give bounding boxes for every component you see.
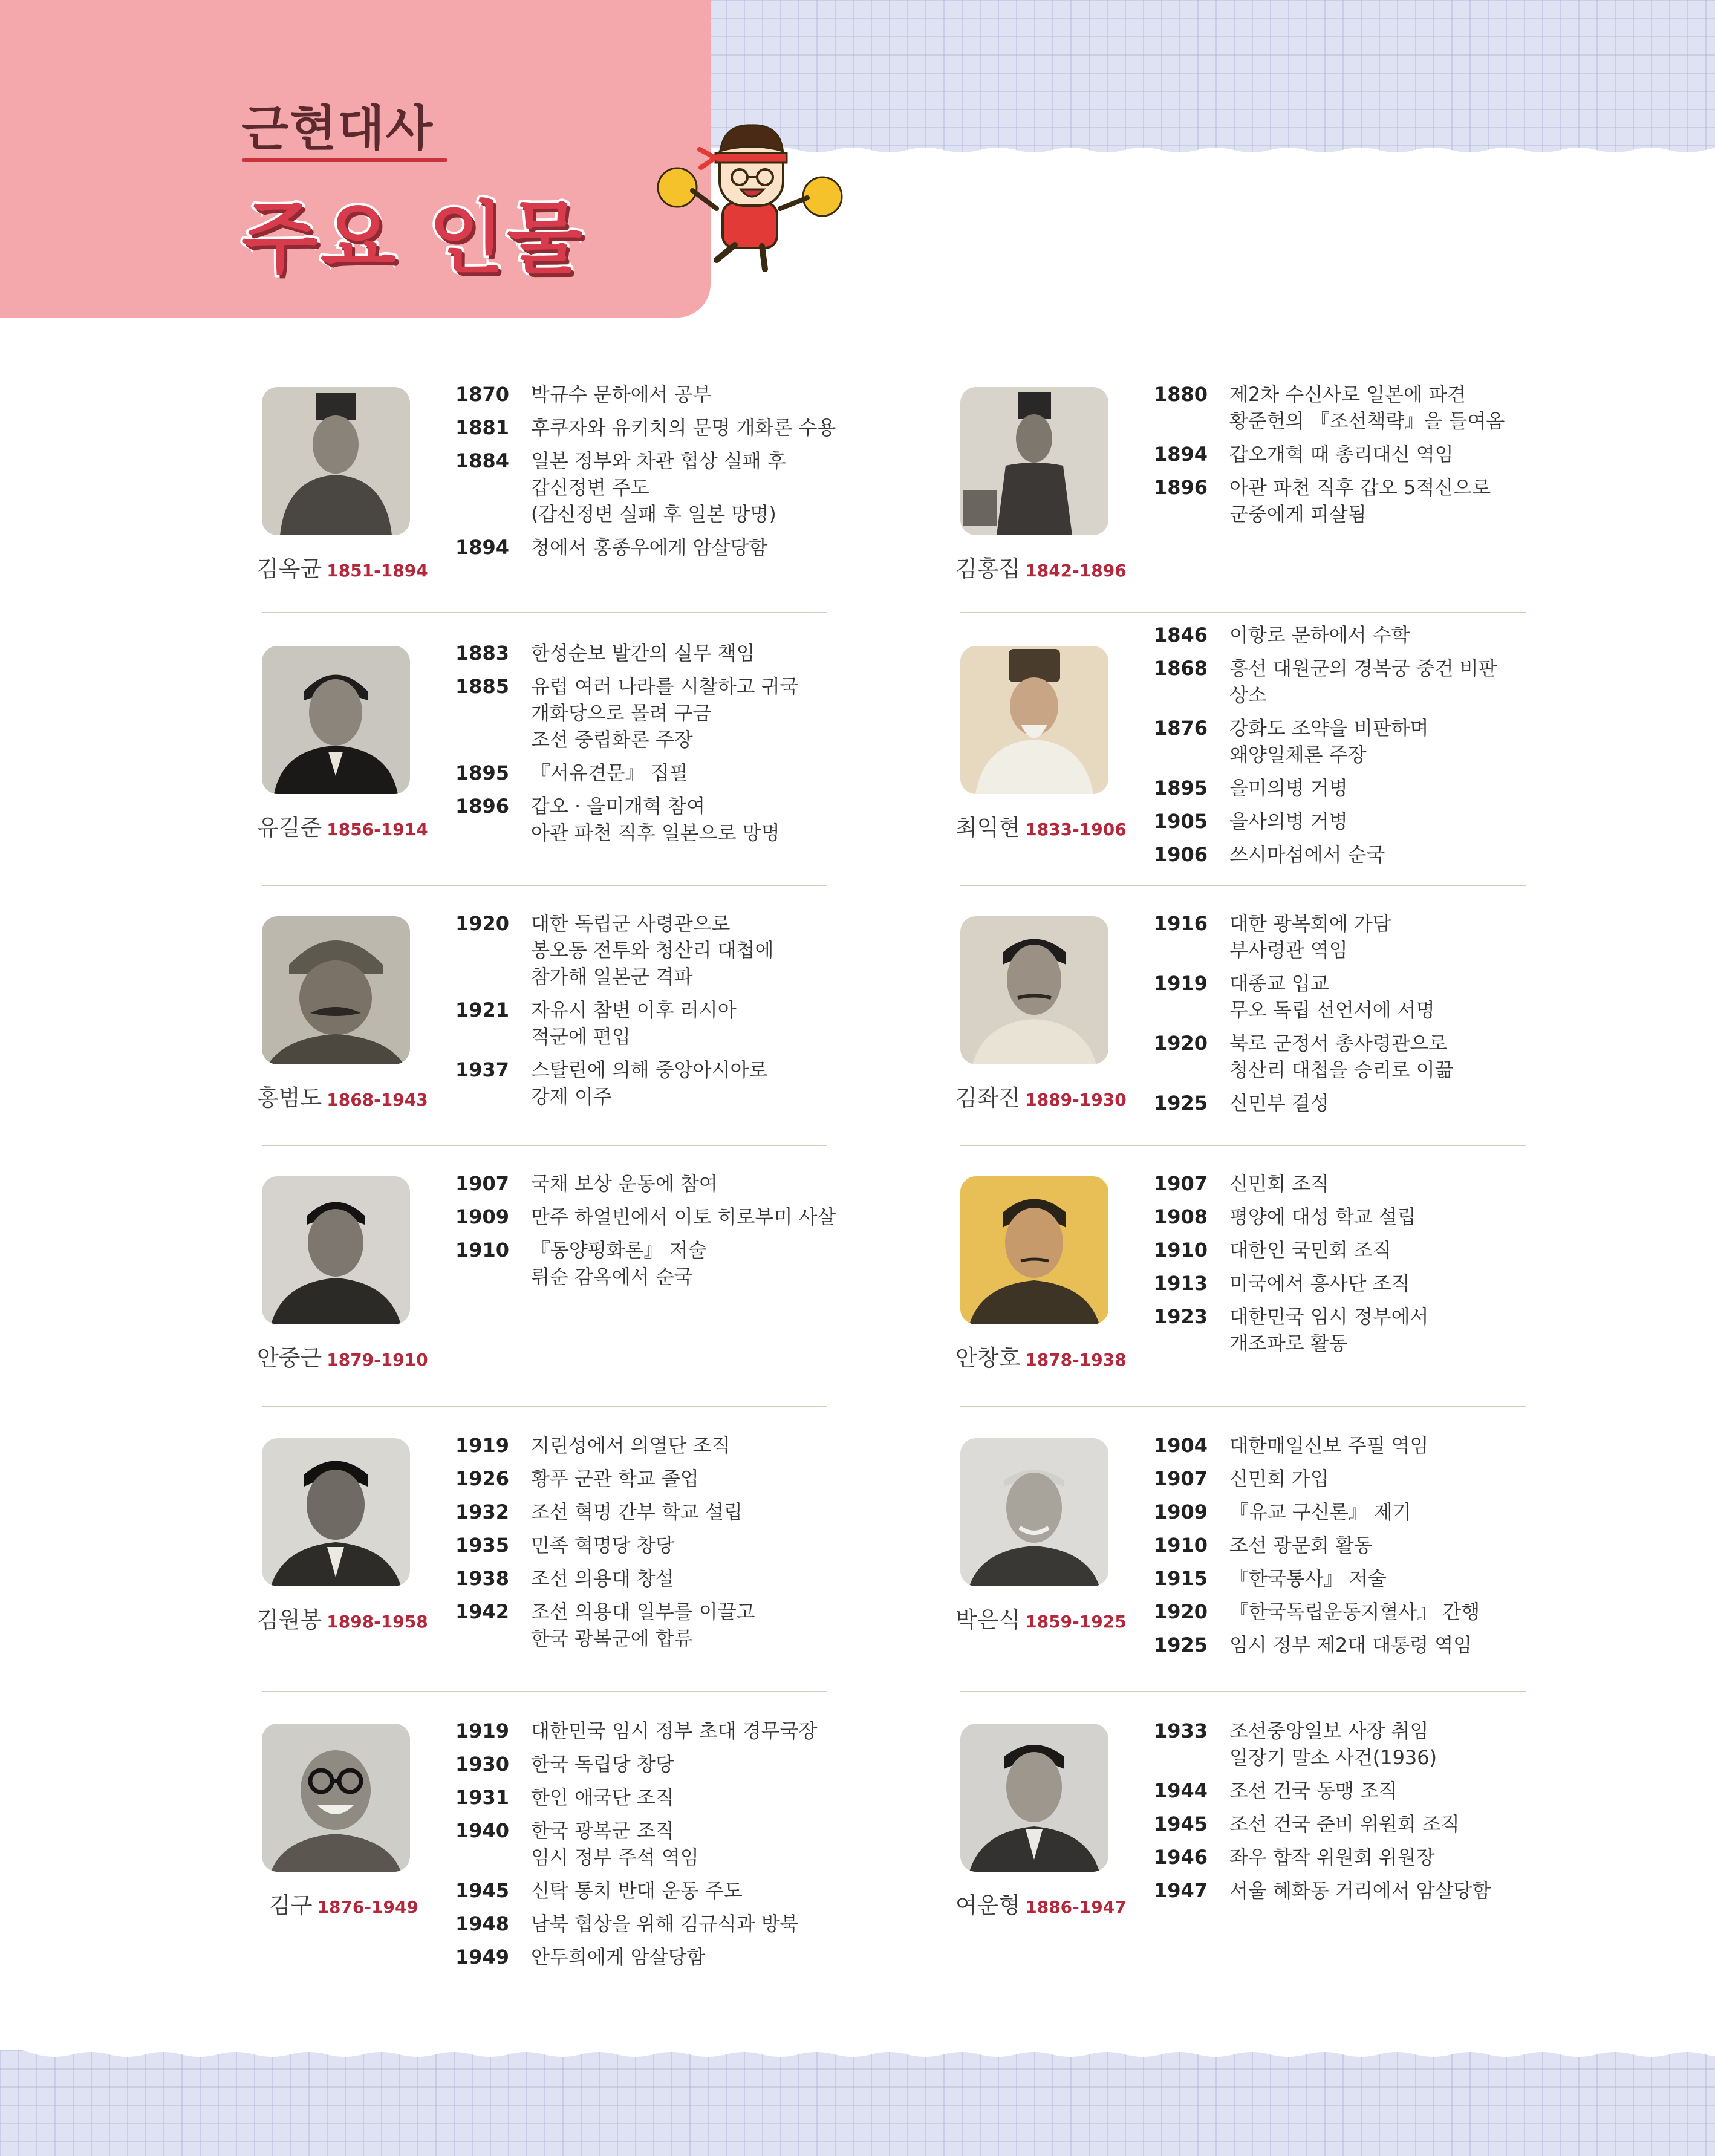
portrait-photo-icon <box>960 387 1108 535</box>
timeline-event <box>1154 808 1553 835</box>
event-text: 유럽 여러 나라를 시찰하고 귀국 개화당으로 몰려 구금 조선 중립화론 주장 <box>531 675 799 751</box>
person-years: 1833-1906 <box>1025 819 1127 839</box>
event-year: 1919 <box>1154 972 1208 995</box>
row-divider <box>262 612 827 613</box>
portrait-photo-icon <box>960 916 1108 1064</box>
timeline-event <box>1154 1499 1553 1525</box>
event-year: 1940 <box>455 1819 510 1842</box>
event-year: 1846 <box>1154 624 1208 646</box>
timeline-event <box>455 1465 854 1492</box>
event-text: 대한인 국민회 조직 <box>1229 1239 1391 1262</box>
event-text: 좌우 합작 위원회 위원장 <box>1229 1846 1435 1869</box>
event-year: 1945 <box>455 1879 510 1902</box>
portrait-photo-icon <box>262 387 410 535</box>
timeline <box>1154 622 1553 874</box>
event-text: 지린성에서 의열단 조직 <box>531 1434 731 1457</box>
event-year: 1931 <box>455 1786 510 1809</box>
event-text: 청에서 홍종우에게 암살당함 <box>531 536 768 559</box>
timeline-event <box>455 448 854 527</box>
portrait-photo-icon <box>262 1724 410 1872</box>
event-text: 만주 하얼빈에서 이토 히로부미 사살 <box>531 1205 836 1228</box>
timeline-event <box>1154 841 1553 868</box>
event-text: 조선 의용대 일부를 이끌고 한국 광복군에 합류 <box>531 1600 755 1650</box>
event-year: 1896 <box>455 795 510 818</box>
timeline-event <box>1154 1565 1553 1592</box>
event-text: 한국 광복군 조직 임시 정부 주석 역임 <box>531 1819 699 1869</box>
event-text: 민족 혁명당 창당 <box>531 1534 674 1557</box>
portrait-photo-icon <box>262 646 410 794</box>
person-years: 1886-1947 <box>1025 1897 1127 1917</box>
event-text: 북로 군정서 총사령관으로 청산리 대첩을 승리로 이끎 <box>1229 1032 1454 1081</box>
event-year: 1913 <box>1154 1272 1208 1295</box>
person-name: 김홍집 1842-1896 <box>955 556 1127 582</box>
person-name: 김구 1876-1949 <box>269 1892 418 1918</box>
timeline <box>1154 381 1553 534</box>
row-divider <box>262 1145 827 1146</box>
event-text: 안두희에게 암살당함 <box>531 1946 706 1969</box>
timeline-event <box>455 760 854 786</box>
timeline-event <box>1154 441 1553 467</box>
event-text: 평양에 대성 학교 설립 <box>1229 1205 1416 1228</box>
event-year: 1896 <box>1154 476 1208 499</box>
event-year: 1944 <box>1154 1779 1208 1802</box>
event-year: 1895 <box>1154 777 1208 800</box>
person-name: 김좌진 1889-1930 <box>955 1085 1127 1111</box>
timeline-event <box>1154 622 1553 648</box>
event-year: 1880 <box>1154 383 1208 406</box>
event-text: 제2차 수신사로 일본에 파견 황준헌의 『조선책략』을 들여옴 <box>1229 383 1505 432</box>
person-years: 1842-1896 <box>1025 561 1127 581</box>
timeline-event <box>1154 381 1553 434</box>
event-year: 1948 <box>455 1912 510 1935</box>
timeline-event <box>455 1817 854 1871</box>
event-text: 『한국통사』 저술 <box>1229 1567 1387 1590</box>
event-year: 1920 <box>1154 1600 1208 1623</box>
timeline-event <box>1154 1811 1553 1837</box>
event-text: 신민회 조직 <box>1229 1172 1329 1195</box>
timeline <box>455 1718 854 1977</box>
event-text: 조선 건국 준비 위원회 조직 <box>1229 1812 1460 1835</box>
event-year: 1907 <box>1154 1172 1208 1195</box>
person-years: 1868-1943 <box>327 1090 428 1110</box>
person-years: 1878-1938 <box>1025 1350 1127 1370</box>
portrait-photo-icon <box>960 1176 1108 1324</box>
event-year: 1904 <box>1154 1434 1208 1457</box>
portrait-photo-icon <box>262 916 410 1064</box>
event-text: 흥선 대원군의 경복궁 중건 비판 상소 <box>1229 657 1497 706</box>
wavy-bottom-edge <box>0 2041 1715 2059</box>
event-year: 1942 <box>455 1600 510 1623</box>
event-text: 『한국독립운동지혈사』 간행 <box>1229 1600 1480 1623</box>
event-text: 조선 광문회 활동 <box>1229 1534 1373 1557</box>
timeline-event <box>1154 910 1553 963</box>
event-year: 1933 <box>1154 1719 1208 1742</box>
event-year: 1905 <box>1154 810 1208 833</box>
timeline-event <box>455 997 854 1050</box>
event-year: 1883 <box>455 642 510 665</box>
event-year: 1884 <box>455 449 510 472</box>
event-text: 대한 독립군 사령관으로 봉오동 전투와 청산리 대첩에 참가해 일본군 격파 <box>531 912 774 988</box>
row-divider <box>960 1145 1526 1146</box>
timeline <box>1154 1718 1553 1910</box>
event-text: 한국 독립당 창당 <box>531 1753 674 1776</box>
event-year: 1919 <box>455 1434 510 1457</box>
person-name: 안창호 1878-1938 <box>955 1345 1127 1371</box>
event-text: 일본 정부와 차관 협상 실패 후 갑신정변 주도 (갑신정변 실패 후 일본 망명) <box>531 449 786 526</box>
event-text: 대한매일신보 주필 역임 <box>1229 1434 1429 1457</box>
event-year: 1885 <box>455 675 510 698</box>
subtitle-underline <box>242 158 447 162</box>
event-year: 1919 <box>455 1719 510 1742</box>
person-name: 박은식 1859-1925 <box>955 1607 1127 1633</box>
timeline <box>455 910 854 1116</box>
event-year: 1868 <box>1154 657 1208 680</box>
section-subtitle: 근현대사 <box>242 100 434 157</box>
row-divider <box>262 1691 827 1692</box>
timeline-event <box>1154 1432 1553 1459</box>
timeline-event <box>1154 1877 1553 1904</box>
timeline-event <box>455 1170 854 1197</box>
timeline-event <box>455 1565 854 1592</box>
event-year: 1923 <box>1154 1305 1208 1328</box>
person-name: 안중근 1879-1910 <box>257 1345 428 1371</box>
event-text: 『유교 구신론』 제기 <box>1229 1500 1411 1523</box>
timeline-event <box>455 1237 854 1290</box>
person-years: 1851-1894 <box>327 561 428 581</box>
row-divider <box>960 1691 1526 1692</box>
timeline-event <box>455 534 854 561</box>
event-text: 대종교 입교 무오 독립 선언서에 서명 <box>1229 972 1435 1021</box>
person-name: 최익현 1833-1906 <box>955 815 1127 841</box>
event-text: 신민부 결성 <box>1229 1092 1329 1115</box>
timeline-event <box>1154 1465 1553 1492</box>
event-text: 갑오 · 을미개혁 참여 아관 파천 직후 일본으로 망명 <box>531 795 780 844</box>
timeline-event <box>455 1751 854 1777</box>
timeline-event <box>1154 775 1553 801</box>
event-text: 을미의병 거병 <box>1229 777 1348 800</box>
event-text: 남북 협상을 위해 김규식과 방북 <box>531 1912 799 1935</box>
event-text: 서울 혜화동 거리에서 암살당함 <box>1229 1879 1491 1902</box>
page-title: 주요 인물 <box>242 192 585 284</box>
timeline <box>455 640 854 853</box>
portrait-photo-icon <box>262 1438 410 1586</box>
person-name: 홍범도 1868-1943 <box>257 1085 428 1111</box>
event-text: 자유시 참변 이후 러시아 적군에 편입 <box>531 998 737 1048</box>
timeline-event <box>455 673 854 753</box>
event-year: 1909 <box>455 1205 510 1228</box>
person-name: 유길준 1856-1914 <box>257 815 428 841</box>
event-year: 1870 <box>455 383 510 406</box>
person-name: 김원봉 1898-1958 <box>257 1607 428 1633</box>
event-text: 황푸 군관 학교 졸업 <box>531 1467 699 1490</box>
event-year: 1935 <box>455 1534 510 1557</box>
event-text: 을사의병 거병 <box>1229 810 1348 833</box>
cheering-mascot-icon <box>650 118 850 278</box>
event-year: 1894 <box>455 536 510 559</box>
timeline-event <box>455 1203 854 1230</box>
timeline-event <box>455 1598 854 1652</box>
timeline-event <box>1154 1777 1553 1804</box>
event-text: 이항로 문하에서 수학 <box>1229 624 1410 646</box>
timeline-event <box>1154 1844 1553 1871</box>
timeline-event <box>455 1877 854 1904</box>
event-year: 1909 <box>1154 1500 1208 1523</box>
event-text: 후쿠자와 유키치의 문명 개화론 수용 <box>531 416 836 439</box>
event-text: 임시 정부 제2대 대통령 역임 <box>1229 1633 1473 1656</box>
portrait-photo-icon <box>262 1176 410 1324</box>
person-years: 1859-1925 <box>1025 1612 1127 1632</box>
timeline-event <box>1154 1270 1553 1297</box>
timeline-event <box>455 1532 854 1558</box>
row-divider <box>960 1406 1526 1407</box>
person-years: 1898-1958 <box>327 1612 428 1632</box>
event-year: 1947 <box>1154 1879 1208 1902</box>
timeline <box>1154 910 1553 1123</box>
timeline-event <box>1154 655 1553 708</box>
event-year: 1910 <box>455 1239 510 1262</box>
timeline-event <box>455 1432 854 1459</box>
event-year: 1920 <box>455 912 510 935</box>
event-text: 『동양평화론』 저술 뤼순 감옥에서 순국 <box>531 1239 707 1288</box>
timeline-event <box>1154 1030 1553 1083</box>
timeline-event <box>1154 1303 1553 1356</box>
event-text: 미국에서 흥사단 조직 <box>1229 1272 1410 1295</box>
event-text: 조선 건국 동맹 조직 <box>1229 1779 1398 1802</box>
event-year: 1921 <box>455 998 510 1021</box>
timeline-event <box>455 1057 854 1110</box>
event-text: 조선 혁명 간부 학교 설립 <box>531 1500 743 1523</box>
event-year: 1946 <box>1154 1846 1208 1869</box>
timeline-event <box>1154 715 1553 768</box>
event-year: 1938 <box>455 1567 510 1590</box>
portrait-photo-icon <box>960 1724 1108 1872</box>
person-years: 1876-1949 <box>317 1897 418 1917</box>
event-year: 1920 <box>1154 1032 1208 1055</box>
event-year: 1895 <box>455 761 510 784</box>
event-year: 1949 <box>455 1946 510 1969</box>
event-year: 1907 <box>455 1172 510 1195</box>
timeline-event <box>455 640 854 666</box>
timeline-event <box>1154 970 1553 1023</box>
event-text: 갑오개혁 때 총리대신 역임 <box>1229 443 1454 466</box>
timeline <box>455 381 854 567</box>
portrait-photo-icon <box>960 646 1108 794</box>
event-text: 아관 파천 직후 갑오 5적신으로 군중에게 피살됨 <box>1229 476 1491 526</box>
timeline-event <box>1154 1598 1553 1625</box>
event-text: 한인 애국단 조직 <box>531 1786 674 1809</box>
event-text: 한성순보 발간의 실무 책임 <box>531 642 755 665</box>
timeline <box>455 1170 854 1297</box>
timeline-event <box>455 1944 854 1970</box>
person-years: 1879-1910 <box>327 1350 428 1370</box>
event-text: 강화도 조약을 비판하며 왜양일체론 주장 <box>1229 717 1429 766</box>
event-year: 1907 <box>1154 1467 1208 1490</box>
timeline <box>1154 1432 1553 1665</box>
event-text: 국채 보상 운동에 참여 <box>531 1172 718 1195</box>
timeline-event <box>455 910 854 990</box>
event-text: 조선 의용대 창설 <box>531 1567 674 1590</box>
event-year: 1908 <box>1154 1205 1208 1228</box>
timeline-event <box>455 793 854 846</box>
timeline <box>455 1432 854 1658</box>
event-year: 1926 <box>455 1467 510 1490</box>
event-text: 스탈린에 의해 중앙아시아로 강제 이주 <box>531 1058 768 1108</box>
row-divider <box>262 885 827 886</box>
timeline-event <box>1154 1090 1553 1116</box>
event-year: 1925 <box>1154 1633 1208 1656</box>
timeline-event <box>455 1784 854 1811</box>
event-year: 1937 <box>455 1058 510 1081</box>
timeline-event <box>1154 1203 1553 1230</box>
event-year: 1932 <box>455 1500 510 1523</box>
timeline-event <box>455 381 854 408</box>
portrait-photo-icon <box>960 1438 1108 1586</box>
person-name: 여운형 1886-1947 <box>955 1892 1127 1918</box>
event-year: 1906 <box>1154 843 1208 866</box>
timeline-event <box>455 1499 854 1525</box>
event-text: 박규수 문하에서 공부 <box>531 383 712 406</box>
timeline-event <box>1154 1237 1553 1263</box>
event-year: 1881 <box>455 416 510 439</box>
event-year: 1925 <box>1154 1092 1208 1115</box>
event-year: 1916 <box>1154 912 1208 935</box>
person-name: 김옥균 1851-1894 <box>257 556 428 582</box>
row-divider <box>960 885 1526 886</box>
timeline-event <box>455 1718 854 1744</box>
event-year: 1910 <box>1154 1239 1208 1262</box>
event-text: 『서유견문』 집필 <box>531 761 688 784</box>
timeline-event <box>1154 1632 1553 1658</box>
person-years: 1889-1930 <box>1025 1090 1127 1110</box>
event-year: 1915 <box>1154 1567 1208 1590</box>
timeline-event <box>455 414 854 441</box>
row-divider <box>262 1406 827 1407</box>
timeline-event <box>1154 1170 1553 1197</box>
timeline-event <box>1154 1718 1553 1771</box>
timeline-event <box>1154 1532 1553 1558</box>
event-text: 쓰시마섬에서 순국 <box>1229 843 1385 866</box>
event-text: 신탁 통치 반대 운동 주도 <box>531 1879 743 1902</box>
event-year: 1910 <box>1154 1534 1208 1557</box>
event-year: 1894 <box>1154 443 1208 466</box>
event-year: 1930 <box>455 1753 510 1776</box>
timeline-event <box>455 1910 854 1937</box>
event-text: 대한민국 임시 정부에서 개조파로 활동 <box>1229 1305 1429 1355</box>
event-text: 대한 광복회에 가담 부사령관 역임 <box>1229 912 1391 962</box>
timeline-event <box>1154 474 1553 527</box>
row-divider <box>960 612 1526 613</box>
event-text: 대한민국 임시 정부 초대 경무국장 <box>531 1719 818 1742</box>
timeline <box>1154 1170 1553 1363</box>
event-text: 조선중앙일보 사장 취임 일장기 말소 사건(1936) <box>1229 1719 1437 1769</box>
person-years: 1856-1914 <box>327 819 428 839</box>
event-year: 1945 <box>1154 1812 1208 1835</box>
event-text: 신민회 가입 <box>1229 1467 1329 1490</box>
event-year: 1876 <box>1154 717 1208 740</box>
